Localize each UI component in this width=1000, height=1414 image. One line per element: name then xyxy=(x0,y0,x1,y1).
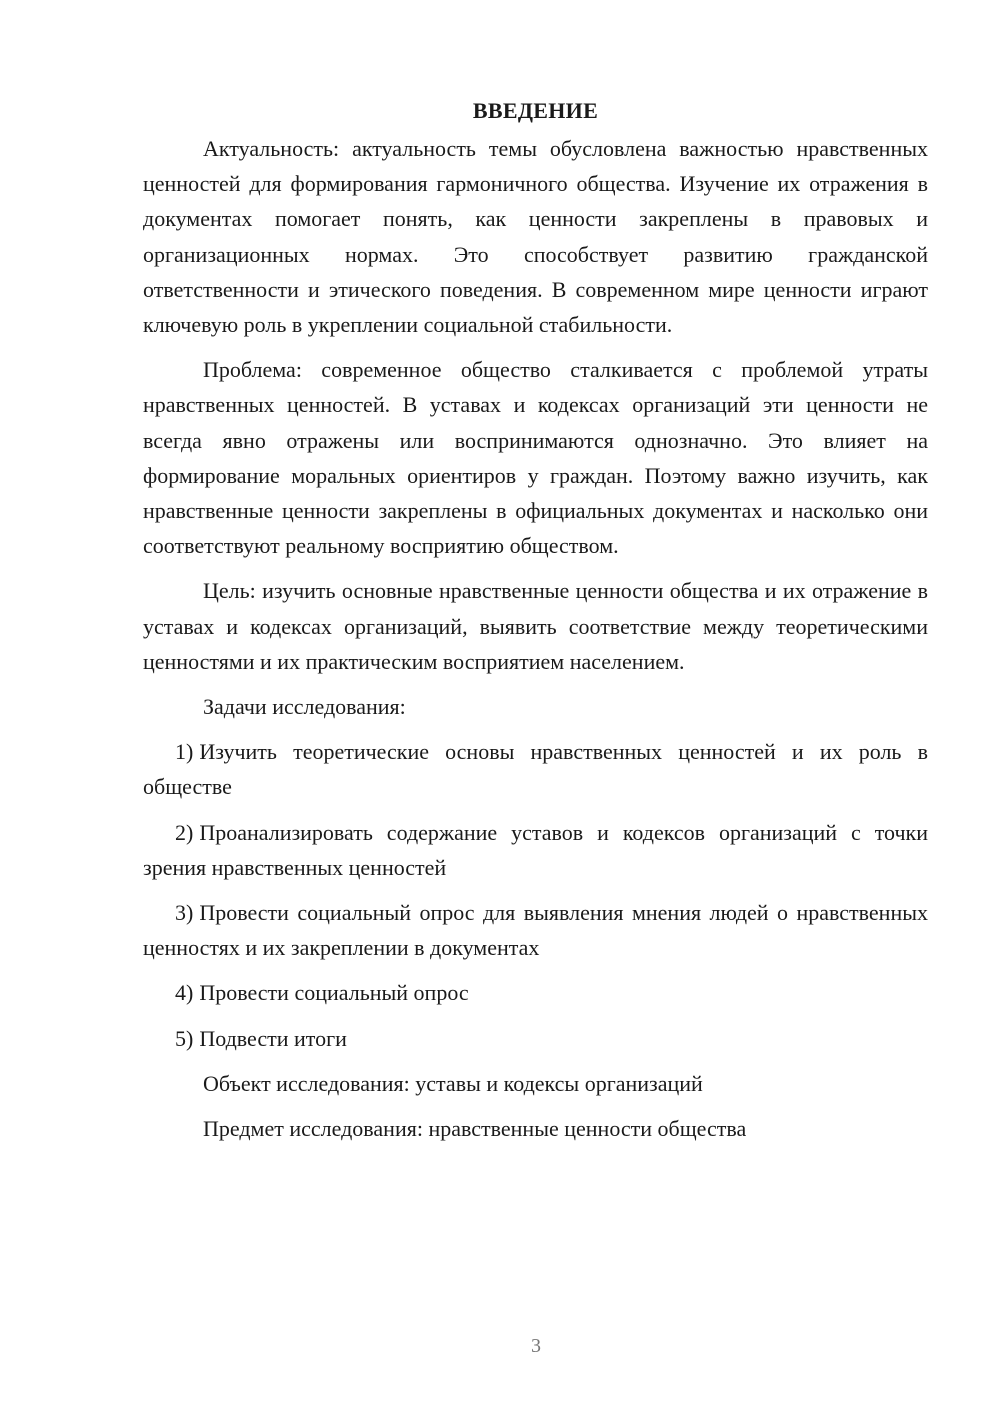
tasks-heading: Задачи исследования: xyxy=(203,694,406,720)
research-subject: Предмет исследования: нравственные ценности общества xyxy=(203,1116,747,1142)
task-item xyxy=(143,1021,928,1056)
task-item xyxy=(143,895,928,965)
task-number: 1) xyxy=(175,739,194,765)
task-text: Подвести итоги xyxy=(199,1025,347,1051)
task-text: Провести социальный опрос для выявления мнения людей о нравственных ценностях и их закреплении в документах xyxy=(143,900,928,961)
task-text: Провести социальный опрос xyxy=(199,980,469,1006)
paragraph-problem: Проблема: современное общество сталкивается с проблемой утраты нравственных ценностей. В уставах и кодексах организаций эти ценности не всегда явно отражены или воспринимаются однозначно. Это влияет на формирование моральных ориентиров у граждан. Поэтому важно изучить, как нравственные ценности закреплены в официальных документах и насколько они соответствуют реальному восприятию обществом. xyxy=(143,357,928,559)
task-item xyxy=(143,734,928,804)
task-text: Изучить теоретические основы нравственных ценностей и их роль в обществе xyxy=(143,739,928,800)
task-item xyxy=(143,975,928,1010)
task-text: Проанализировать содержание уставов и кодексов организаций с точки зрения нравственных ценностей xyxy=(143,819,928,880)
tasks-list xyxy=(143,734,928,1056)
task-item xyxy=(143,815,928,885)
page-number: 3 xyxy=(531,1335,541,1357)
task-number: 5) xyxy=(175,1025,194,1051)
document-page xyxy=(143,96,928,1156)
task-number: 2) xyxy=(175,819,194,845)
page-title: ВВЕДЕНИЕ xyxy=(472,98,599,123)
paragraph-relevance: Актуальность: актуальность темы обусловлена важностью нравственных ценностей для формирования гармоничного общества. Изучение их отражения в документах помогает понять, как ценности закреплены в правовых и организационных нормах. Это способствует развитию гражданской ответственности и этического поведения. В современном мире ценности играют ключевую роль в укреплении социальной стабильности. xyxy=(143,136,928,338)
task-number: 4) xyxy=(175,980,194,1006)
task-number: 3) xyxy=(175,900,194,926)
research-object: Объект исследования: уставы и кодексы организаций xyxy=(203,1070,703,1096)
paragraph-goal: Цель: изучить основные нравственные ценности общества и их отражение в уставах и кодексах организаций, выявить соответствие между теоретическими ценностями и их практическим восприятием населением. xyxy=(143,578,928,674)
